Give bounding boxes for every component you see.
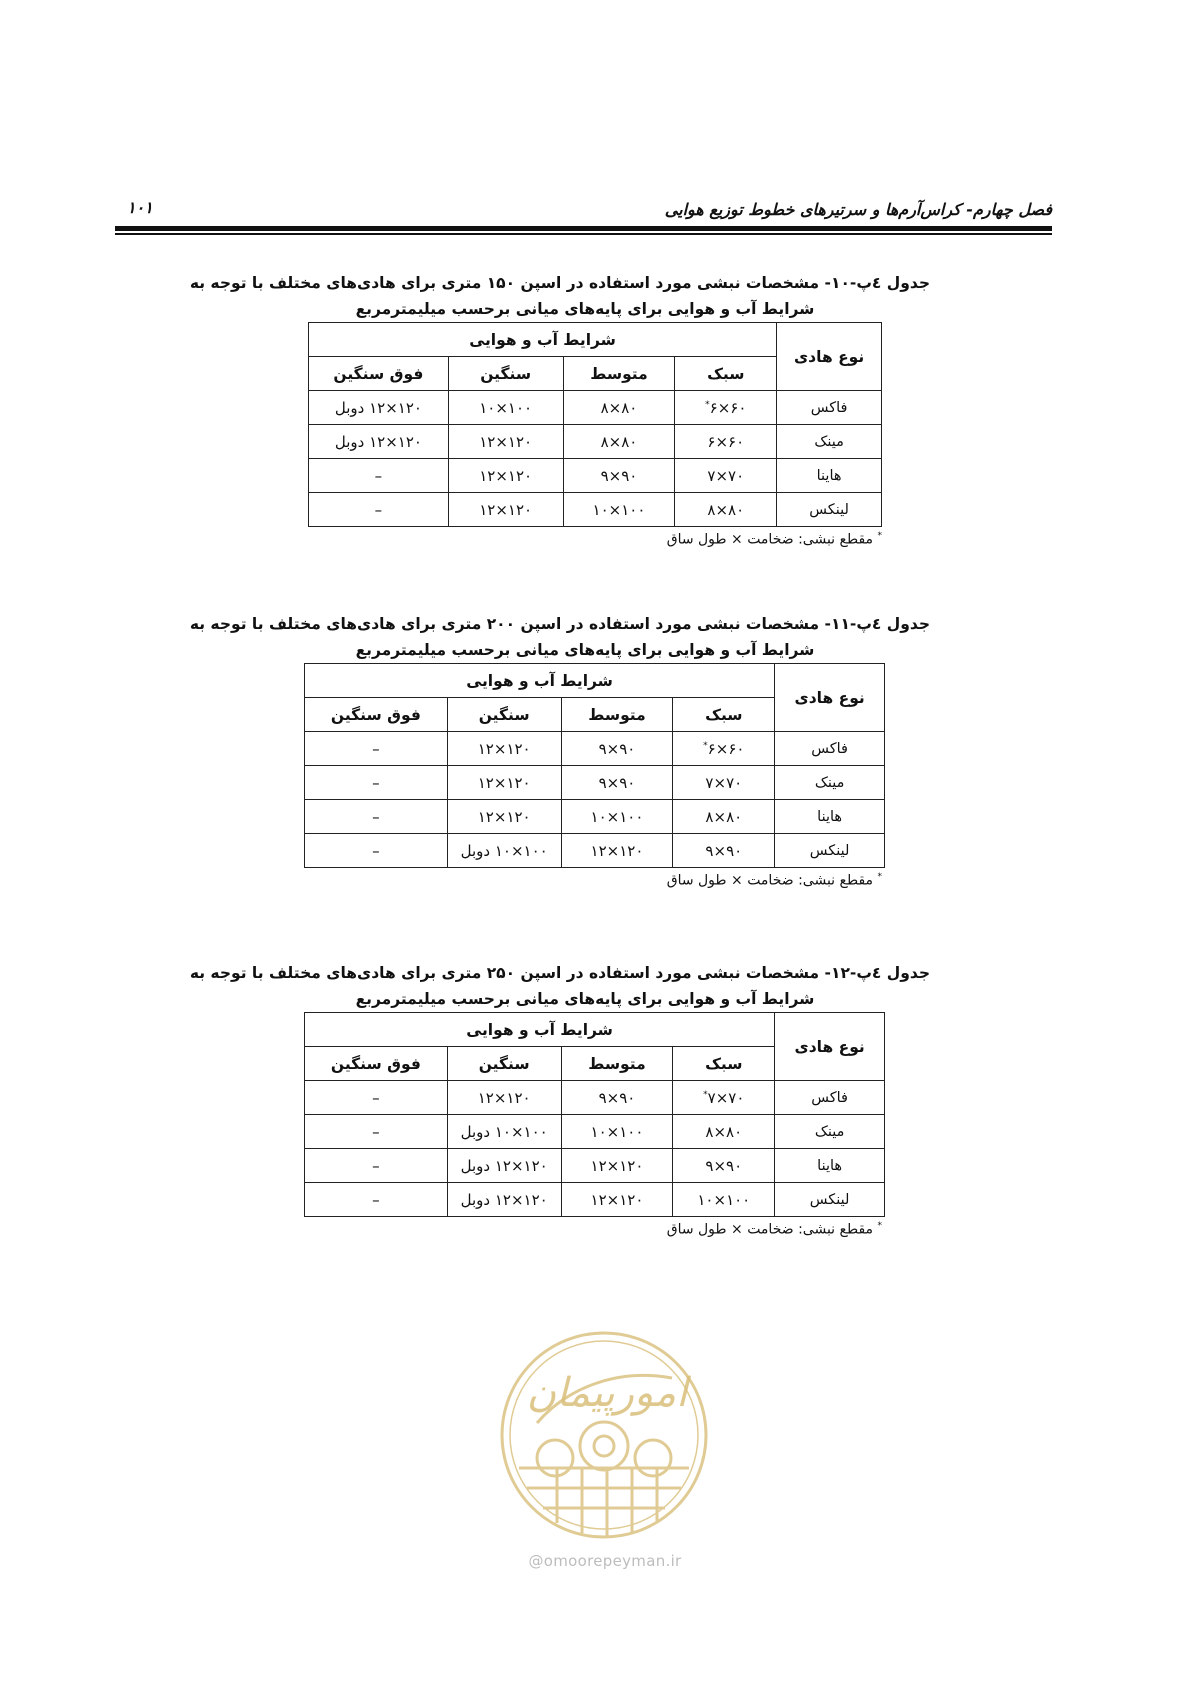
- table-row: [309, 425, 882, 459]
- cell-heavy: ۱۰۰×۱۰ دوبل: [447, 1115, 561, 1149]
- cell-extra-heavy: –: [305, 732, 448, 766]
- footnote-mark: *: [703, 1089, 708, 1100]
- cell-extra-heavy: ۱۲۰×۱۲ دوبل: [309, 391, 449, 425]
- header-extra-heavy: فوق سنگین: [305, 1047, 448, 1081]
- spec-table: [304, 1012, 885, 1217]
- header-rule-thin: [115, 233, 1052, 235]
- header-heavy: سنگین: [448, 357, 563, 391]
- cell-medium: ۹۰×۹: [561, 766, 673, 800]
- cell-heavy: ۱۲۰×۱۲: [447, 766, 561, 800]
- conductor-name: فاکس: [777, 391, 882, 425]
- header-heavy: سنگین: [447, 698, 561, 732]
- conductor-name: هاینا: [775, 1149, 885, 1183]
- conductor-name: لینکس: [775, 834, 885, 868]
- table-row: [305, 1081, 885, 1115]
- chapter-title: فصل چهارم- کراس‌آرم‌ها و سرتیرهای خطوط توزیع هوایی: [664, 200, 1052, 219]
- header-light: سبک: [675, 357, 777, 391]
- table-section-150: [189, 268, 930, 548]
- table-row: [309, 391, 882, 425]
- watermark-logo-icon: [497, 1328, 711, 1542]
- cell-extra-heavy: –: [309, 459, 449, 493]
- spec-table: [308, 322, 882, 527]
- conductor-name: فاکس: [775, 1081, 885, 1115]
- cell-heavy: ۱۲۰×۱۲: [447, 732, 561, 766]
- cell-medium: ۱۰۰×۱۰: [561, 800, 673, 834]
- table-caption-line2: شرایط آب و هوایی برای پایه‌های میانی برحسب میلیمترمربع: [355, 990, 815, 1008]
- header-rule-thick: [115, 226, 1052, 231]
- cell-medium: ۱۰۰×۱۰: [561, 1115, 673, 1149]
- conductor-name: فاکس: [775, 732, 885, 766]
- header-weather-conditions: شرایط آب و هوایی: [309, 323, 777, 357]
- header-light: سبک: [673, 698, 775, 732]
- cell-light: ۷۰×۷: [675, 459, 777, 493]
- header-medium: متوسط: [563, 357, 675, 391]
- cell-light: ۶۰×۶*: [673, 732, 775, 766]
- page-number: ۱۰۱: [127, 198, 153, 217]
- conductor-name: هاینا: [777, 459, 882, 493]
- table-footnote: * مقطع نبشی: ضخامت × طول ساق: [666, 531, 882, 548]
- conductor-name: مینک: [777, 425, 882, 459]
- cell-medium: ۸۰×۸: [563, 391, 675, 425]
- header-heavy: سنگین: [447, 1047, 561, 1081]
- cell-heavy: ۱۲۰×۱۲: [448, 425, 563, 459]
- table-row: [305, 1183, 885, 1217]
- table-footnote: * مقطع نبشی: ضخامت × طول ساق: [666, 1221, 882, 1238]
- cell-heavy: ۱۲۰×۱۲: [447, 1081, 561, 1115]
- table-row: [305, 766, 885, 800]
- cell-light: ۷۰×۷: [673, 766, 775, 800]
- footnote-mark: *: [703, 740, 708, 751]
- cell-light: ۶۰×۶*: [675, 391, 777, 425]
- cell-light: ۹۰×۹: [673, 834, 775, 868]
- header-light: سبک: [673, 1047, 775, 1081]
- conductor-name: هاینا: [775, 800, 885, 834]
- cell-heavy: ۱۰۰×۱۰: [448, 391, 563, 425]
- table-row: [305, 1115, 885, 1149]
- cell-extra-heavy: –: [305, 800, 448, 834]
- table-caption: جدول ٤پ-۱۱- مشخصات نبشی مورد استفاده در اسپن ۲۰۰ متری برای هادی‌های مختلف با توجه به: [189, 615, 930, 633]
- cell-extra-heavy: –: [305, 1149, 448, 1183]
- conductor-name: لینکس: [777, 493, 882, 527]
- header-weather-conditions: شرایط آب و هوایی: [305, 1013, 775, 1047]
- cell-extra-heavy: –: [305, 1183, 448, 1217]
- header-extra-heavy: فوق سنگین: [305, 698, 448, 732]
- cell-heavy: ۱۲۰×۱۲: [448, 459, 563, 493]
- header-conductor-type: نوع هادی: [777, 323, 882, 391]
- table-row: [305, 1149, 885, 1183]
- header-medium: متوسط: [561, 698, 673, 732]
- cell-light: ۸۰×۸: [673, 1115, 775, 1149]
- cell-medium: ۱۰۰×۱۰: [563, 493, 675, 527]
- table-caption: جدول ٤پ-۱۰- مشخصات نبشی مورد استفاده در اسپن ۱۵۰ متری برای هادی‌های مختلف با توجه به: [189, 274, 930, 292]
- conductor-name: مینک: [775, 766, 885, 800]
- cell-medium: ۱۲۰×۱۲: [561, 834, 673, 868]
- cell-extra-heavy: –: [305, 834, 448, 868]
- header-conductor-type: نوع هادی: [775, 664, 885, 732]
- cell-heavy: ۱۲۰×۱۲ دوبل: [447, 1149, 561, 1183]
- cell-extra-heavy: –: [305, 1115, 448, 1149]
- header-medium: متوسط: [561, 1047, 673, 1081]
- table-section-250: [189, 958, 930, 1238]
- cell-heavy: ۱۲۰×۱۲: [448, 493, 563, 527]
- table-footnote: * مقطع نبشی: ضخامت × طول ساق: [666, 872, 882, 889]
- table-caption-line2: شرایط آب و هوایی برای پایه‌های میانی برحسب میلیمترمربع: [355, 641, 815, 659]
- table-row: [305, 732, 885, 766]
- cell-heavy: ۱۰۰×۱۰ دوبل: [447, 834, 561, 868]
- table-row: [309, 459, 882, 493]
- conductor-name: لینکس: [775, 1183, 885, 1217]
- conductor-name: مینک: [775, 1115, 885, 1149]
- cell-light: ۸۰×۸: [675, 493, 777, 527]
- table-row: [305, 834, 885, 868]
- cell-light: ۶۰×۶: [675, 425, 777, 459]
- cell-heavy: ۱۲۰×۱۲ دوبل: [447, 1183, 561, 1217]
- cell-light: ۹۰×۹: [673, 1149, 775, 1183]
- cell-heavy: ۱۲۰×۱۲: [447, 800, 561, 834]
- watermark-logo-text: امورپیمان: [526, 1370, 688, 1416]
- watermark-site: @omoorepeyman.ir: [528, 1552, 682, 1570]
- table-row: [305, 800, 885, 834]
- cell-extra-heavy: –: [305, 766, 448, 800]
- cell-medium: ۸۰×۸: [563, 425, 675, 459]
- header-extra-heavy: فوق سنگین: [309, 357, 449, 391]
- cell-medium: ۱۲۰×۱۲: [561, 1183, 673, 1217]
- cell-medium: ۹۰×۹: [561, 732, 673, 766]
- cell-medium: ۹۰×۹: [563, 459, 675, 493]
- cell-extra-heavy: –: [305, 1081, 448, 1115]
- footnote-mark: *: [705, 399, 710, 410]
- table-caption-line2: شرایط آب و هوایی برای پایه‌های میانی برحسب میلیمترمربع: [355, 300, 815, 318]
- cell-light: ۷۰×۷*: [673, 1081, 775, 1115]
- spec-table: [304, 663, 885, 868]
- table-section-200: [189, 609, 930, 889]
- table-row: [309, 493, 882, 527]
- cell-extra-heavy: ۱۲۰×۱۲ دوبل: [309, 425, 449, 459]
- header-weather-conditions: شرایط آب و هوایی: [305, 664, 775, 698]
- cell-light: ۱۰۰×۱۰: [673, 1183, 775, 1217]
- cell-light: ۸۰×۸: [673, 800, 775, 834]
- cell-medium: ۱۲۰×۱۲: [561, 1149, 673, 1183]
- header-conductor-type: نوع هادی: [775, 1013, 885, 1081]
- table-caption: جدول ٤پ-۱۲- مشخصات نبشی مورد استفاده در اسپن ۲۵۰ متری برای هادی‌های مختلف با توجه به: [189, 964, 930, 982]
- cell-extra-heavy: –: [309, 493, 449, 527]
- cell-medium: ۹۰×۹: [561, 1081, 673, 1115]
